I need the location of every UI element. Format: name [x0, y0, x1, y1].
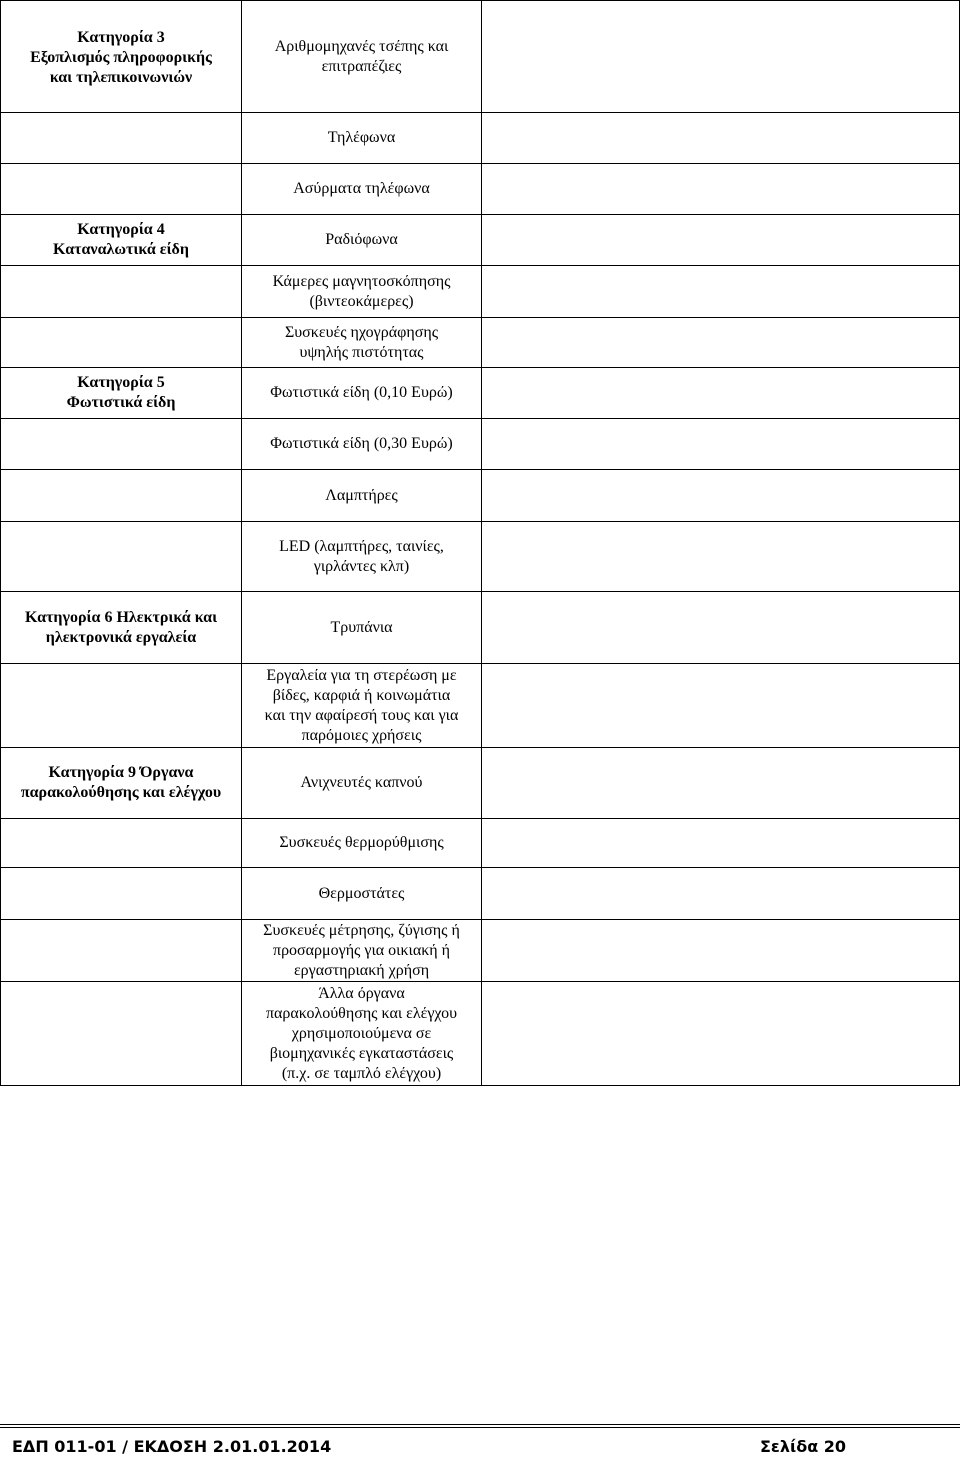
empty-cell: [482, 982, 960, 1086]
item-cell: [242, 215, 482, 266]
empty-cell: [482, 920, 960, 982]
empty-cell: [1, 868, 242, 920]
empty-cell: [482, 819, 960, 868]
empty-cell: [482, 419, 960, 470]
empty-cell: [1, 920, 242, 982]
item-cell: [242, 522, 482, 592]
item-label: Κάμερες μαγνητοσκόπησης (βιντεοκάμερες): [272, 272, 451, 310]
empty-cell: [1, 982, 242, 1086]
item-label: Φωτιστικά είδη (0,30 Ευρώ): [270, 435, 453, 452]
item-cell: [242, 164, 482, 215]
category-5-cell: [1, 368, 242, 419]
category-5-label: Κατηγορία 5 Φωτιστικά είδη: [66, 374, 176, 411]
item-label: Άλλα όργανα παρακολούθησης και ελέγχου χρησιμοποιούμενα σε βιομηχανικές εγκαταστάσεις (π.χ. σε ταμπλό ελέγχου): [265, 984, 458, 1082]
empty-cell: [482, 522, 960, 592]
item-cell: [242, 920, 482, 982]
item-cell: [242, 1, 482, 113]
item-label: Ασύρματα τηλέφωνα: [293, 180, 430, 197]
empty-cell: [482, 215, 960, 266]
category-9-cell: [1, 748, 242, 819]
item-cell: [242, 819, 482, 868]
category-6-label: Κατηγορία 6 Ηλεκτρικά και ηλεκτρονικά εργαλεία: [24, 608, 218, 646]
category-6-cell: [1, 592, 242, 664]
category-9-label: Κατηγορία 9 Όργανα παρακολούθησης και ελέγχου: [20, 764, 222, 801]
empty-cell: [482, 1, 960, 113]
item-cell: [242, 470, 482, 522]
item-cell: [242, 266, 482, 318]
item-label: Συσκευές θερμορύθμισης: [279, 834, 444, 851]
empty-cell: [482, 318, 960, 368]
item-label: Συσκευές μέτρησης, ζύγισης ή προσαρμογής για οικιακή ή εργαστηριακή χρήση: [263, 921, 460, 979]
item-label: Ανιχνευτές καπνού: [300, 774, 423, 791]
empty-cell: [482, 266, 960, 318]
empty-cell: [1, 318, 242, 368]
item-label: LED (λαμπτήρες, ταινίες, γιρλάντες κλπ): [279, 537, 444, 575]
footer-page-number: Σελίδα 20: [760, 1437, 847, 1456]
empty-cell: [482, 868, 960, 920]
item-label: Ραδιόφωνα: [325, 231, 398, 248]
empty-cell: [1, 266, 242, 318]
item-cell: [242, 113, 482, 164]
item-cell: [242, 982, 482, 1086]
item-label: Συσκευές ηχογράφησης υψηλής πιστότητας: [284, 323, 439, 361]
footer-divider: [0, 1424, 960, 1428]
item-cell: [242, 419, 482, 470]
empty-cell: [482, 748, 960, 819]
item-cell: [242, 318, 482, 368]
empty-cell: [482, 470, 960, 522]
empty-cell: [482, 368, 960, 419]
empty-cell: [1, 664, 242, 748]
item-label: Φωτιστικά είδη (0,10 Ευρώ): [270, 384, 453, 401]
category-4-cell: [1, 215, 242, 266]
empty-cell: [482, 113, 960, 164]
empty-cell: [1, 164, 242, 215]
empty-cell: [1, 419, 242, 470]
empty-cell: [482, 664, 960, 748]
item-cell: [242, 592, 482, 664]
empty-cell: [1, 522, 242, 592]
empty-cell: [1, 113, 242, 164]
item-label: Εργαλεία για τη στερέωση με βίδες, καρφιά ή κοινωμάτια και την αφαίρεσή τους και για παρόμοιες χρήσεις: [264, 666, 459, 744]
item-cell: [242, 868, 482, 920]
item-label: Αριθμομηχανές τσέπης και επιτραπέζιες: [274, 37, 449, 75]
item-label: Λαμπτήρες: [325, 486, 398, 504]
item-label: Τρυπάνια: [330, 618, 393, 636]
item-cell: [242, 748, 482, 819]
item-label: Θερμοστάτες: [318, 884, 405, 902]
empty-cell: [482, 592, 960, 664]
empty-cell: [482, 164, 960, 215]
empty-cell: [1, 819, 242, 868]
item-label: Τηλέφωνα: [327, 129, 396, 146]
category-3-cell: [1, 1, 242, 113]
category-3-label: Κατηγορία 3 Εξοπλισμός πληροφορικής και τηλεπικοινωνιών: [30, 29, 212, 86]
item-cell: [242, 368, 482, 419]
empty-cell: [1, 470, 242, 522]
footer-document-code: ΕΔΠ 011-01 / ΕΚΔΟΣΗ 2.01.01.2014: [12, 1437, 332, 1456]
item-cell: [242, 664, 482, 748]
category-4-label: Κατηγορία 4 Καταναλωτικά είδη: [53, 221, 189, 258]
